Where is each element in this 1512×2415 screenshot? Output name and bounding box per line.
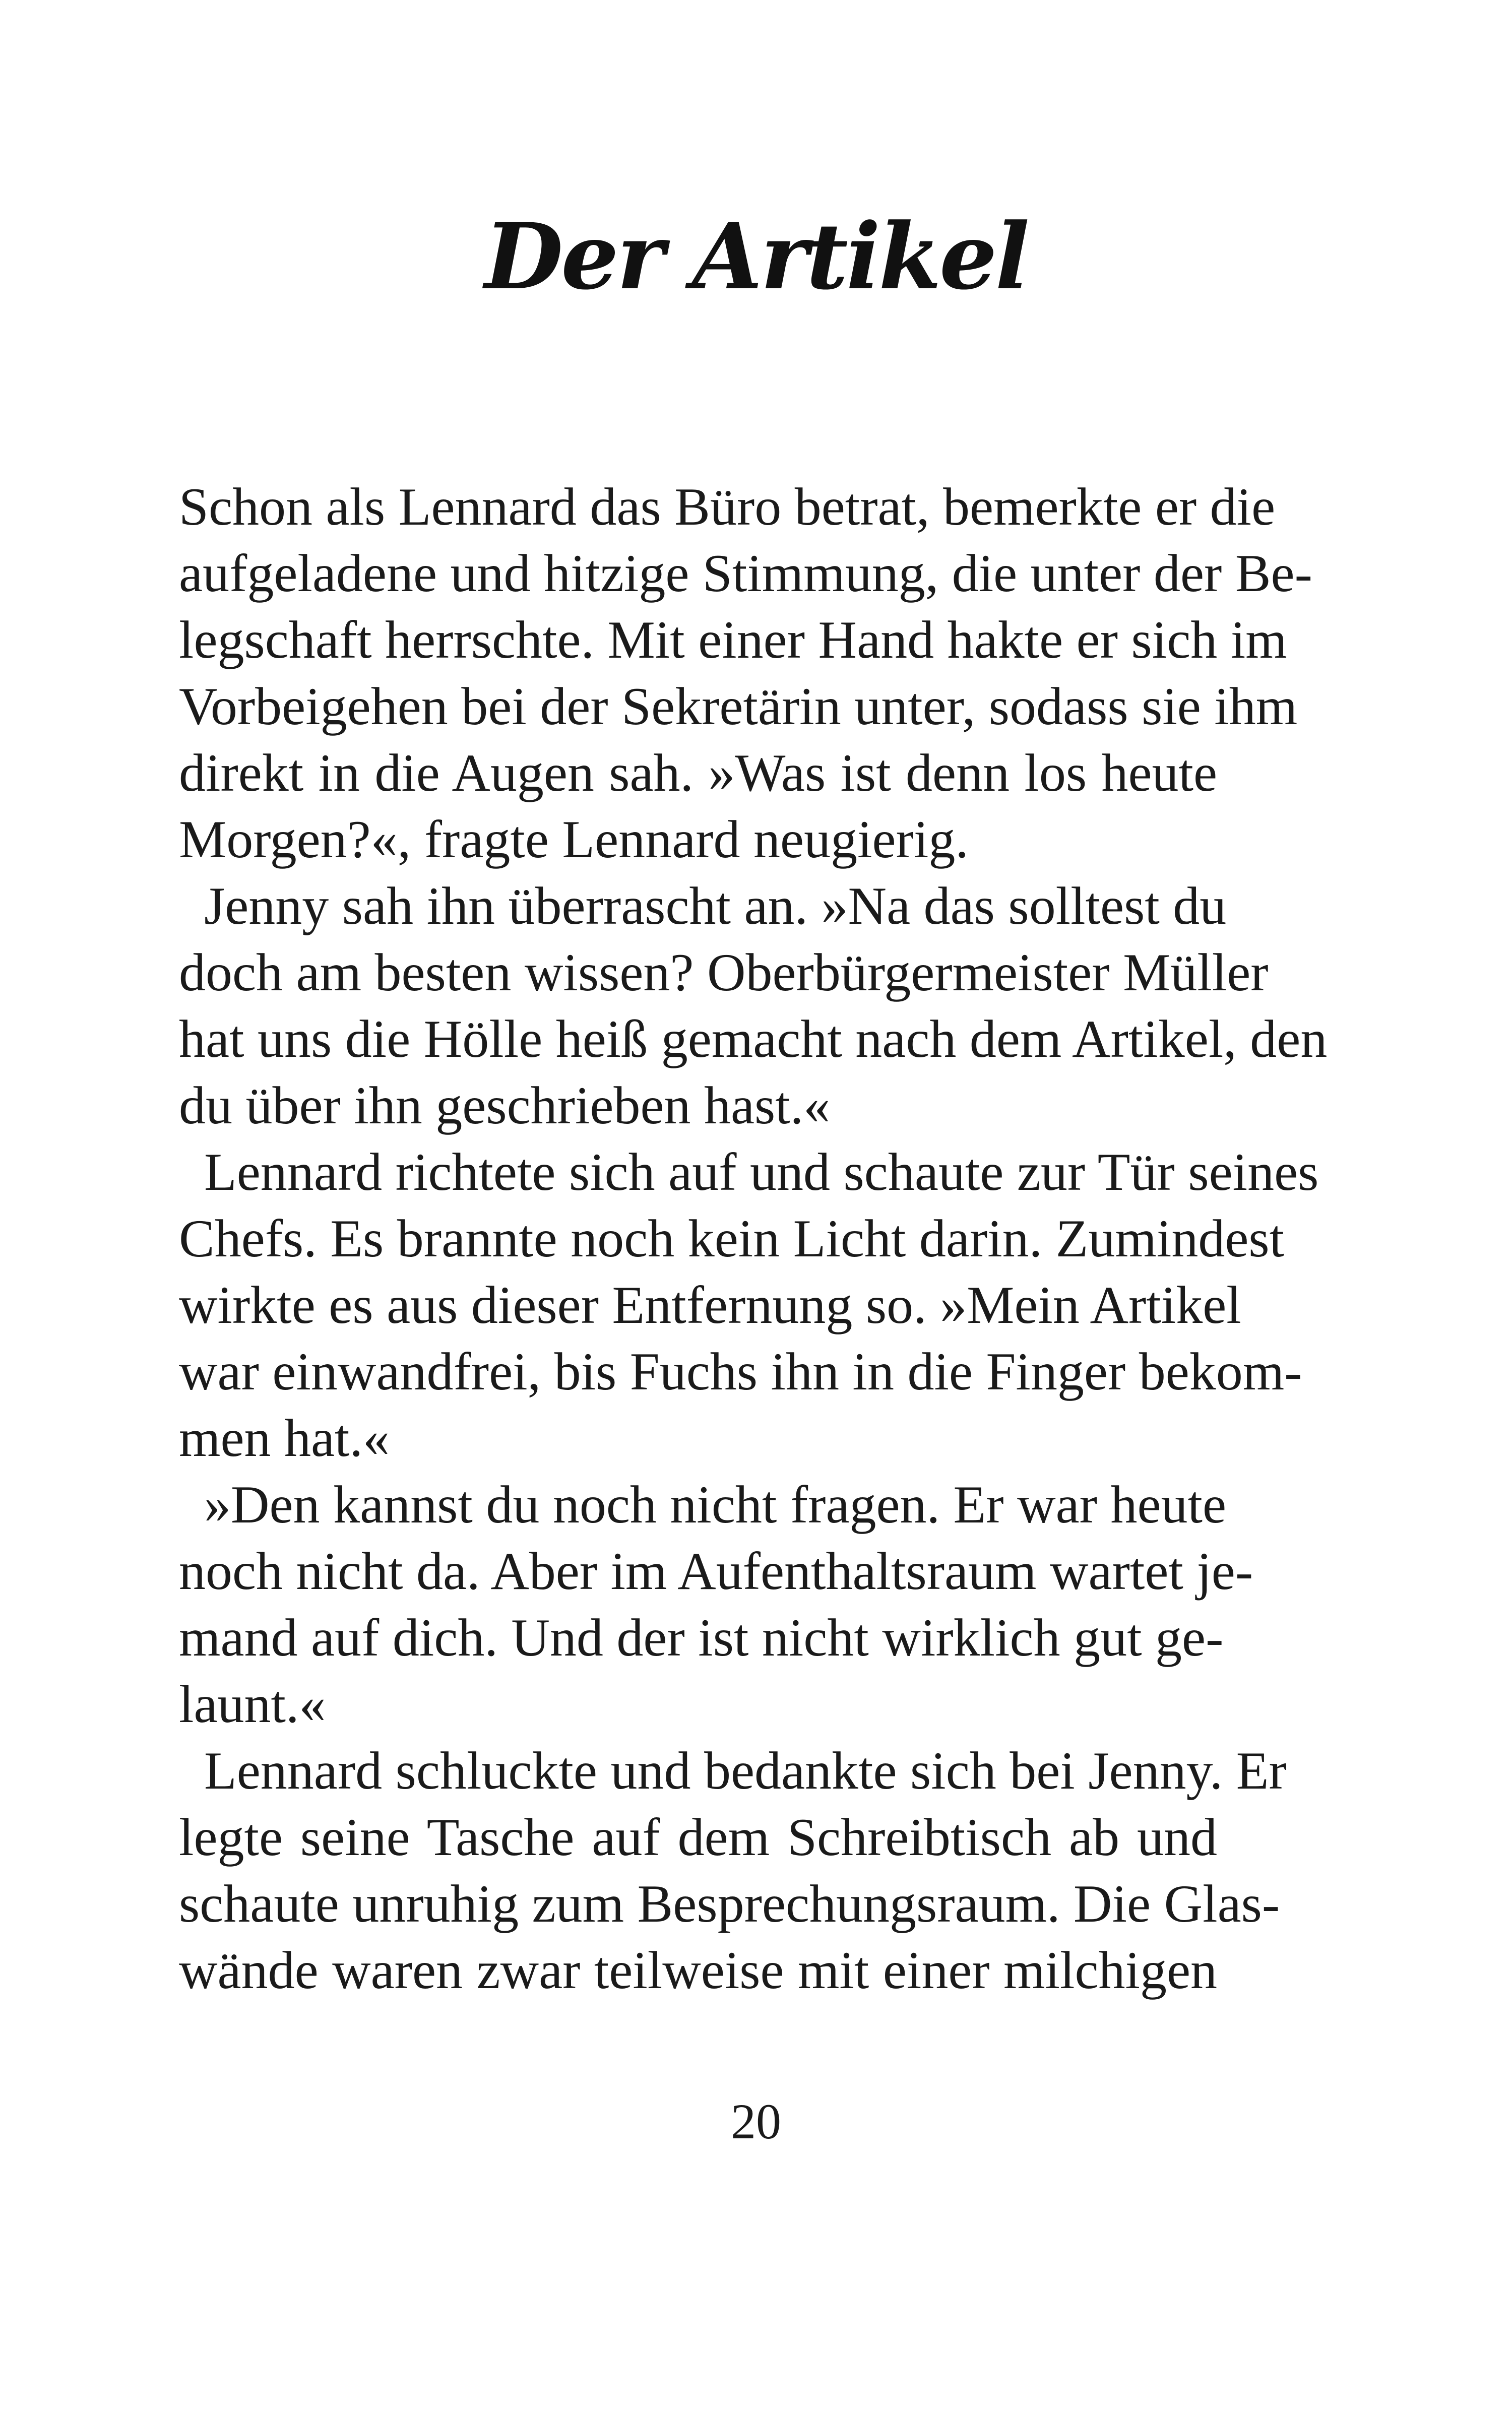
- text-line: legte seine Tasche auf dem Schreibtisch ab und: [179, 1808, 1217, 1867]
- text-line: Morgen?«, fragte Lennard neugierig.: [179, 810, 969, 869]
- text-line: »Den kannst du noch nicht fragen. Er war heute: [204, 1475, 1227, 1534]
- text-line: war einwandfrei, bis Fuchs ihn in die Finger bekom-: [179, 1342, 1302, 1401]
- text-line: wände waren zwar teilweise mit einer milchigen: [179, 1941, 1217, 2000]
- text-line: noch nicht da. Aber im Aufenthaltsraum wartet je-: [179, 1542, 1253, 1601]
- text-line: direkt in die Augen sah. »Was ist denn los heute: [179, 743, 1217, 802]
- text-line: aufgeladene und hitzige Stimmung, die unter der Be-: [179, 544, 1312, 603]
- text-line: Lennard schluckte und bedankte sich bei Jenny. Er: [204, 1741, 1287, 1800]
- text-line: legschaft herrschte. Mit einer Hand hakte er sich im: [179, 610, 1287, 669]
- page-number: 20: [731, 2093, 781, 2149]
- text-line: hat uns die Hölle heiß gemacht nach dem Artikel, den: [179, 1009, 1328, 1068]
- chapter-title: Der Artikel: [484, 204, 1028, 310]
- body-text: [179, 474, 1328, 2004]
- text-line: doch am besten wissen? Oberbürgermeister Müller: [179, 943, 1269, 1002]
- text-line: Vorbeigehen bei der Sekretärin unter, sodass sie ihm: [179, 677, 1298, 736]
- text-line: Chefs. Es brannte noch kein Licht darin. Zumindest: [179, 1209, 1285, 1268]
- text-line: Lennard richtete sich auf und schaute zur Tür seines: [204, 1142, 1319, 1201]
- text-line: du über ihn geschrieben hast.«: [179, 1076, 831, 1135]
- text-line: schaute unruhig zum Besprechungsraum. Die Glas-: [179, 1874, 1280, 1933]
- text-line: mand auf dich. Und der ist nicht wirklich gut ge-: [179, 1608, 1224, 1667]
- text-line: Jenny sah ihn überrascht an. »Na das solltest du: [204, 876, 1227, 935]
- text-line: launt.«: [179, 1675, 326, 1734]
- text-line: men hat.«: [179, 1409, 390, 1468]
- text-line: Schon als Lennard das Büro betrat, bemerkte er die: [179, 477, 1276, 536]
- text-line: wirkte es aus dieser Entfernung so. »Mein Artikel: [179, 1276, 1241, 1334]
